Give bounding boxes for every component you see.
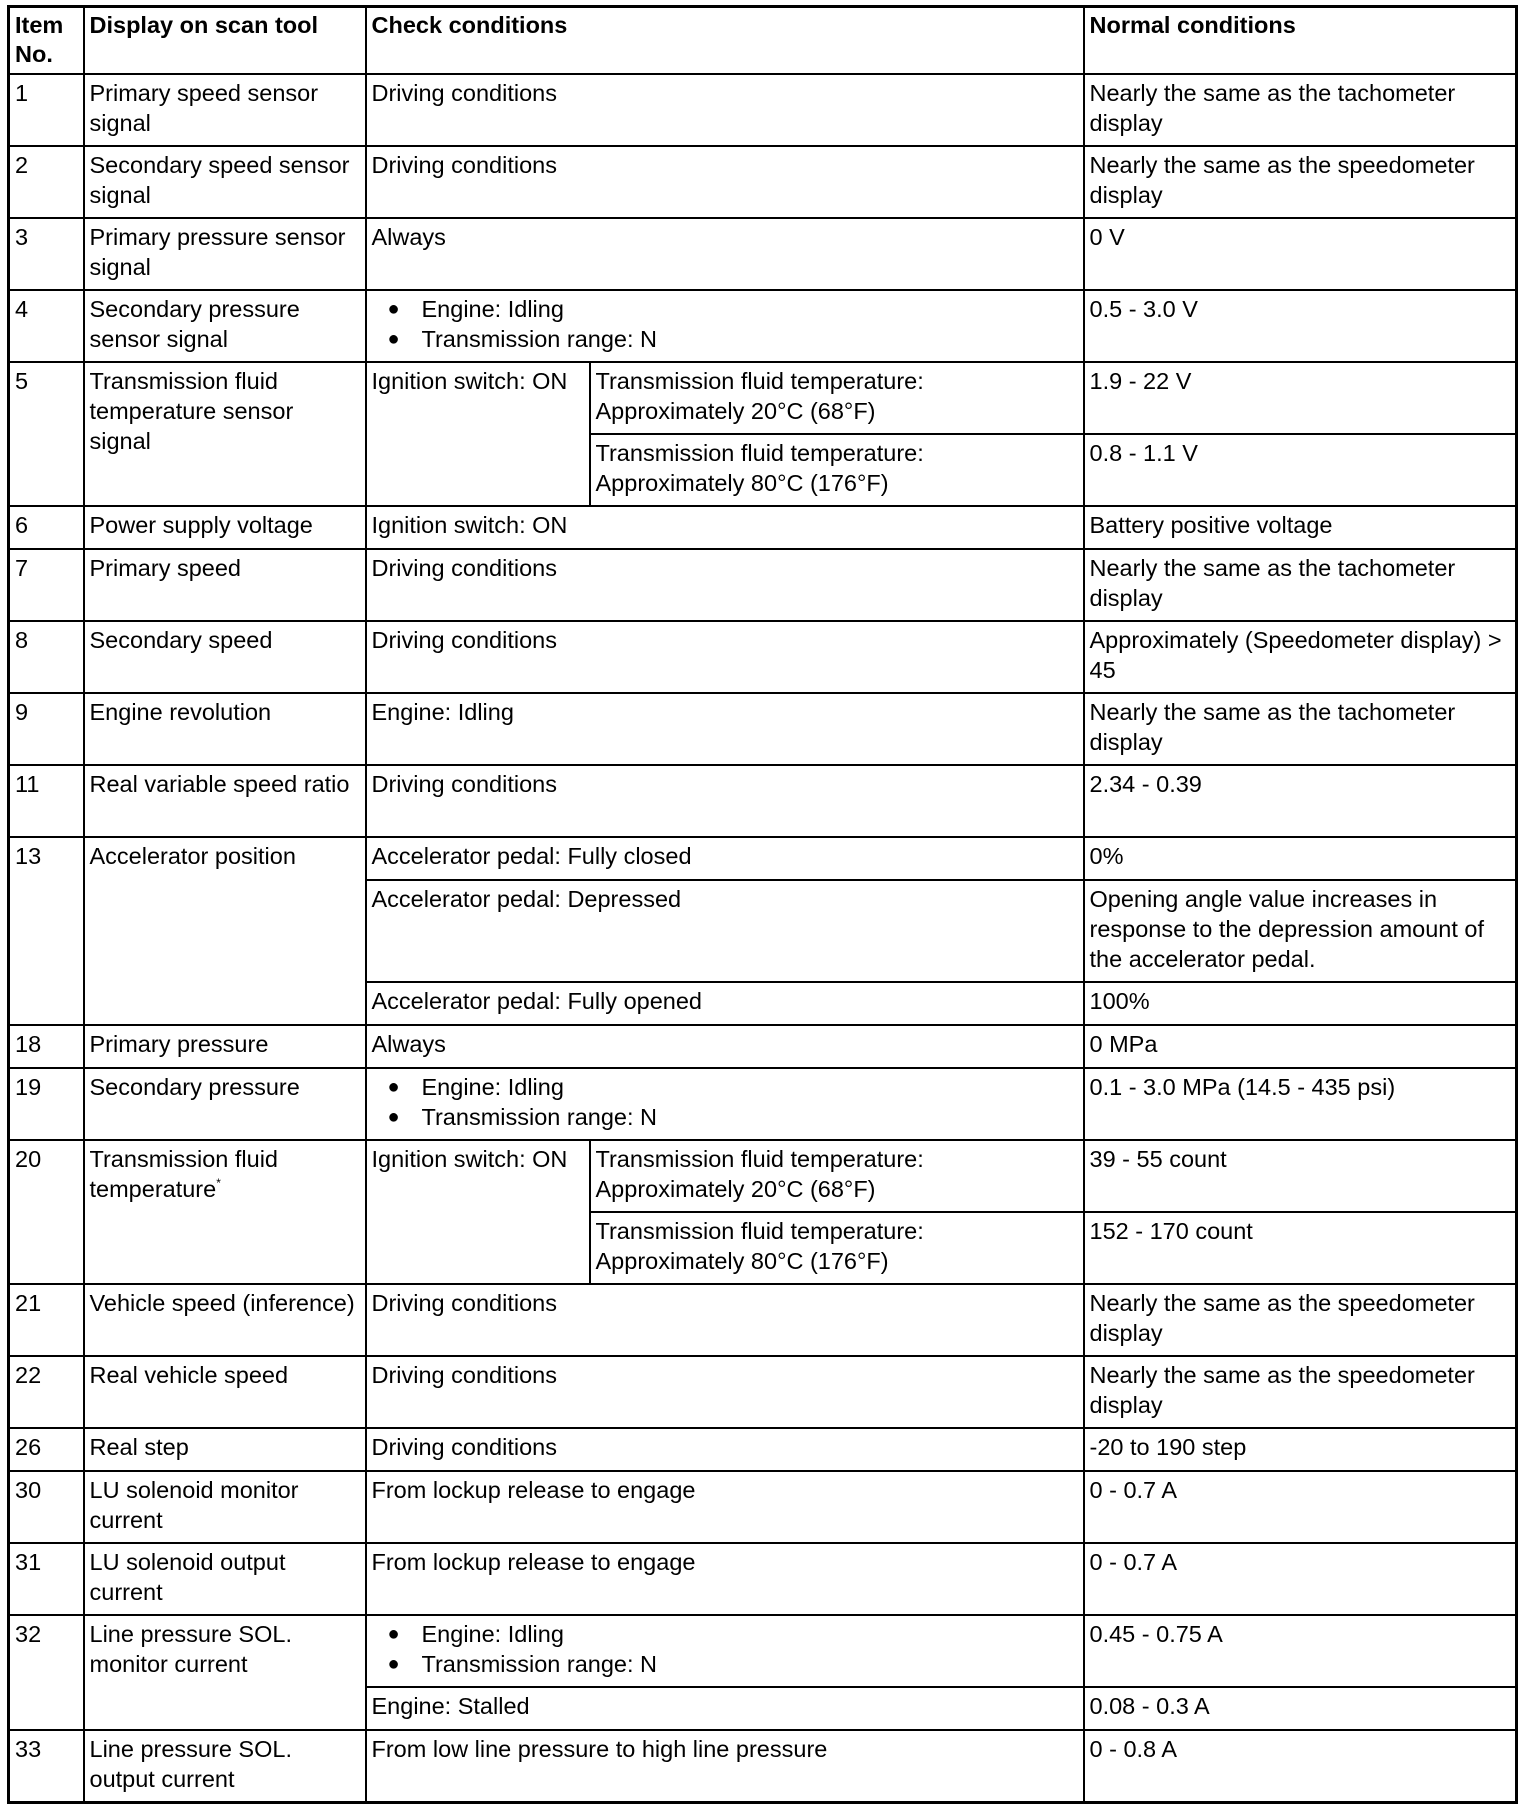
item-no: 20 [9,1140,84,1284]
table-row [9,837,1517,880]
display-name: LU solenoid output current [84,1543,366,1615]
table-row [9,506,1517,549]
check-condition: Driving conditions [366,1284,1084,1356]
table-row [9,1471,1517,1543]
table-row [9,1068,1517,1140]
table-row [9,1140,1517,1212]
display-name: Real variable speed ratio [84,765,366,837]
normal-condition: -20 to 190 step [1084,1428,1517,1471]
spec-document [7,5,1518,1804]
check-condition: Ignition switch: ON [366,362,590,506]
item-no: 18 [9,1025,84,1068]
table-row [9,1284,1517,1356]
display-name: Primary pressure sensor signal [84,218,366,290]
check-condition: Accelerator pedal: Fully opened [366,982,1084,1025]
item-no: 4 [9,290,84,362]
table-row [9,1543,1517,1615]
item-no: 31 [9,1543,84,1615]
normal-condition: 0 - 0.8 A [1084,1730,1517,1802]
check-condition: Ignition switch: ON [366,1140,590,1284]
normal-condition: 0.45 - 0.75 A [1084,1615,1517,1687]
condition-bullet: ● Transmission range: N [388,324,1078,354]
normal-condition: Nearly the same as the tachometer display [1084,74,1517,146]
normal-condition: Nearly the same as the tachometer display [1084,693,1517,765]
table-row [9,1730,1517,1802]
check-condition: Driving conditions [366,1356,1084,1428]
table-row [9,1025,1517,1068]
normal-condition: 39 - 55 count [1084,1140,1517,1212]
normal-condition: 0 - 0.7 A [1084,1543,1517,1615]
display-name: Real step [84,1428,366,1471]
normal-condition: 2.34 - 0.39 [1084,765,1517,837]
item-no: 8 [9,621,84,693]
condition-bullet: ● Engine: Idling [388,1619,1078,1649]
item-no: 6 [9,506,84,549]
item-no: 19 [9,1068,84,1140]
check-condition: From low line pressure to high line pressure [366,1730,1084,1802]
check-condition: Driving conditions [366,765,1084,837]
check-condition [366,1068,1084,1140]
table-row [9,146,1517,218]
normal-condition: 100% [1084,982,1517,1025]
check-condition: From lockup release to engage [366,1471,1084,1543]
normal-condition: 0.5 - 3.0 V [1084,290,1517,362]
normal-condition: Opening angle value increases in response to the depression amount of the accelerator pedal. [1084,880,1517,982]
display-name: Accelerator position [84,837,366,1025]
condition-bullet: ● Transmission range: N [388,1102,1078,1132]
header-item-no: Item No. [9,7,84,75]
item-no: 26 [9,1428,84,1471]
display-name: Secondary speed [84,621,366,693]
condition-bullet: ● Transmission range: N [388,1649,1078,1679]
check-condition: Accelerator pedal: Depressed [366,880,1084,982]
item-no: 2 [9,146,84,218]
check-condition [366,1615,1084,1687]
check-condition: Engine: Idling [366,693,1084,765]
table-header-row [9,7,1517,75]
check-condition: Driving conditions [366,1428,1084,1471]
check-condition: Driving conditions [366,74,1084,146]
normal-condition: Battery positive voltage [1084,506,1517,549]
normal-condition: 0.1 - 3.0 MPa (14.5 - 435 psi) [1084,1068,1517,1140]
item-no: 32 [9,1615,84,1730]
normal-condition: 152 - 170 count [1084,1212,1517,1284]
display-name: Primary pressure [84,1025,366,1068]
table-row [9,1428,1517,1471]
condition-list [372,294,1078,354]
item-no: 1 [9,74,84,146]
item-no: 11 [9,765,84,837]
scan-tool-spec-table [7,5,1518,1804]
normal-condition: Approximately (Speedometer display) > 45 [1084,621,1517,693]
display-name: Line pressure SOL. monitor current [84,1615,366,1730]
item-no: 7 [9,549,84,621]
table-row [9,362,1517,434]
check-condition: Always [366,1025,1084,1068]
item-no: 21 [9,1284,84,1356]
item-no: 5 [9,362,84,506]
display-name: Secondary speed sensor signal [84,146,366,218]
check-condition: Driving conditions [366,549,1084,621]
sub-condition: Transmission fluid temperature: Approximately 80°C (176°F) [590,434,1084,506]
header-display: Display on scan tool [84,7,366,75]
normal-condition: Nearly the same as the tachometer display [1084,549,1517,621]
display-name: Primary speed [84,549,366,621]
check-condition: Driving conditions [366,146,1084,218]
sub-condition: Transmission fluid temperature: Approximately 20°C (68°F) [590,1140,1084,1212]
normal-condition: 1.9 - 22 V [1084,362,1517,434]
display-name: Line pressure SOL. output current [84,1730,366,1802]
condition-list [372,1619,1078,1679]
display-name: Transmission fluid temperature sensor signal [84,362,366,506]
check-condition: Always [366,218,1084,290]
display-name: Real vehicle speed [84,1356,366,1428]
table-row [9,549,1517,621]
table-row [9,621,1517,693]
check-condition [366,290,1084,362]
table-row [9,218,1517,290]
table-row [9,290,1517,362]
display-name: Power supply voltage [84,506,366,549]
check-condition: Engine: Stalled [366,1687,1084,1730]
header-check: Check conditions [366,7,1084,75]
check-condition: From lockup release to engage [366,1543,1084,1615]
header-normal: Normal conditions [1084,7,1517,75]
normal-condition: 0 MPa [1084,1025,1517,1068]
check-condition: Accelerator pedal: Fully closed [366,837,1084,880]
normal-condition: Nearly the same as the speedometer display [1084,146,1517,218]
item-no: 9 [9,693,84,765]
condition-bullet: ● Engine: Idling [388,294,1078,324]
normal-condition: Nearly the same as the speedometer display [1084,1284,1517,1356]
check-condition: Ignition switch: ON [366,506,1084,549]
normal-condition: 0.8 - 1.1 V [1084,434,1517,506]
condition-bullet: ● Engine: Idling [388,1072,1078,1102]
normal-condition: 0% [1084,837,1517,880]
normal-condition: Nearly the same as the speedometer display [1084,1356,1517,1428]
display-name: Secondary pressure sensor signal [84,290,366,362]
condition-list [372,1072,1078,1132]
sub-condition: Transmission fluid temperature: Approximately 80°C (176°F) [590,1212,1084,1284]
display-name: Vehicle speed (inference) [84,1284,366,1356]
display-name: Engine revolution [84,693,366,765]
table-row [9,1356,1517,1428]
normal-condition: 0.08 - 0.3 A [1084,1687,1517,1730]
normal-condition: 0 V [1084,218,1517,290]
item-no: 3 [9,218,84,290]
display-name: LU solenoid monitor current [84,1471,366,1543]
sub-condition: Transmission fluid temperature: Approximately 20°C (68°F) [590,362,1084,434]
item-no: 13 [9,837,84,1025]
footnote-asterisk: * [216,1176,221,1190]
table-row [9,693,1517,765]
display-name: Primary speed sensor signal [84,74,366,146]
display-name-text: Transmission fluid temperature [89,1146,278,1202]
check-condition: Driving conditions [366,621,1084,693]
item-no: 30 [9,1471,84,1543]
item-no: 33 [9,1730,84,1802]
display-name [84,1140,366,1284]
item-no: 22 [9,1356,84,1428]
table-row [9,765,1517,837]
table-row [9,74,1517,146]
normal-condition: 0 - 0.7 A [1084,1471,1517,1543]
display-name: Secondary pressure [84,1068,366,1140]
table-row [9,1615,1517,1687]
